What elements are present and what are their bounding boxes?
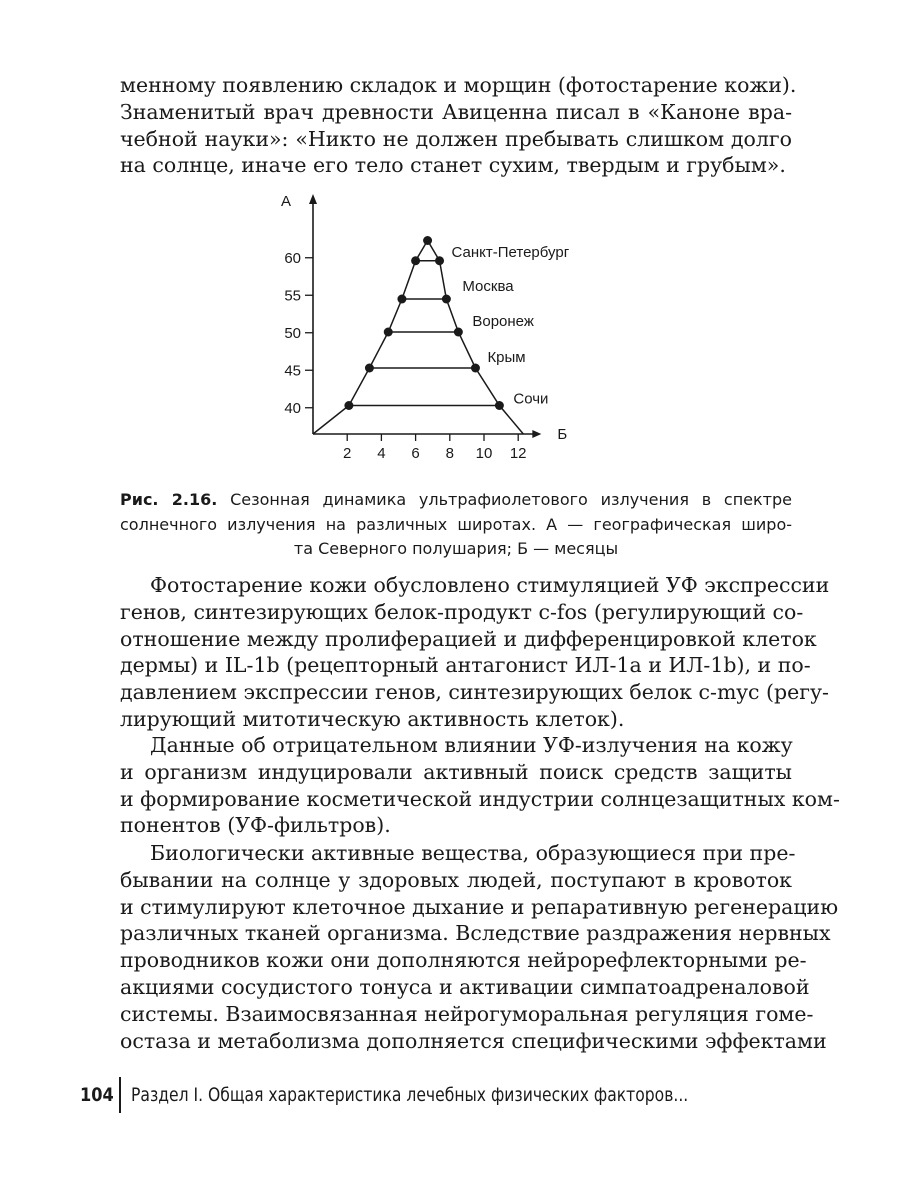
paragraph-4 [120,840,839,1054]
text-line: чебной науки»: «Никто не должен пребывать слишком долго [120,126,792,151]
x-tick-label: 12 [509,445,527,462]
figure-caption [120,488,792,562]
data-point [471,364,480,373]
data-point [454,328,463,337]
text-line: системы. Взаимосвязанная нейрогуморальная регуляция гоме- [120,1001,814,1026]
y-tick-label: 55 [284,287,301,305]
data-point [397,295,406,304]
y-axis-arrow [309,194,317,204]
x-tick-label: 8 [445,445,454,462]
y-tick-label: 50 [284,324,301,342]
text-line: Биологически активные вещества, образующиеся при пре- [150,841,796,865]
y-axis-label: А [281,193,292,210]
caption-line-2: солнечного излучения на различных широтах. А — географическая широ- [120,514,792,534]
data-point [495,401,504,410]
uv-latitude-chart [268,190,628,470]
caption-line-1: Рис. 2.16. Сезонная динамика ультрафиолетового излучения в спектре [120,490,792,509]
x-tick-label: 2 [343,445,352,462]
footer-divider [119,1077,121,1113]
text-line: понентов (УФ-фильтров). [120,813,391,838]
series-label: Крым [487,349,526,366]
data-point [365,364,374,373]
series-label: Сочи [513,390,549,408]
text-line: Данные об отрицательном влиянии УФ-излучения на кожу [150,733,793,757]
peak-point [423,236,432,245]
x-tick-label: 6 [411,445,420,462]
y-tick-label: 45 [284,362,301,380]
series-label: Москва [462,278,514,295]
text-line: менному появлению складок и морщин (фотостарение кожи). [120,73,797,97]
data-point [435,256,444,265]
y-tick-label: 40 [284,399,301,417]
caption-line-3: та Северного полушария; Б — месяцы [293,539,619,558]
data-point [384,328,393,337]
text-line: лирующий митотическую активность клеток). [120,706,625,731]
page-footer [80,1077,811,1113]
text-line: давлением экспрессии генов, синтезирующих белок c-myc (регу- [120,680,829,705]
text-line: и организм индуцировали активный поиск средств защиты [120,759,792,784]
caption-label: Рис. 2.16. [120,490,218,509]
running-title: Раздел I. Общая характеристика лечебных физических факторов... [131,1084,689,1106]
text-line: различных тканей организма. Вследствие раздражения нервных [120,921,831,946]
series-label: Воронеж [472,313,534,330]
data-point [442,295,451,304]
series-label: Санкт-Петербург [451,243,570,261]
text-line: генов, синтезирующих белок-продукт c-fos (регулирующий со- [120,599,804,624]
data-point [344,401,353,410]
text-line: проводников кожи они дополняются нейрорефлекторными ре- [120,948,807,973]
x-tick-label: 10 [475,445,493,462]
paragraph-3 [120,732,840,839]
text-line: остаза и метаболизма дополняется специфическими эффектами [120,1028,827,1053]
text-line: отношение между пролиферацией и дифференцировкой клеток [120,626,817,651]
text-line: Фотостарение кожи обусловлено стимуляцией УФ экспрессии [150,573,830,597]
page-number: 104 [80,1084,114,1106]
text-line: дермы) и IL-1b (рецепторный антагонист ИЛ-1a и ИЛ-1b), и по- [120,653,811,678]
text-line: Знаменитый врач древности Авиценна писал в «Каноне вра- [120,99,792,124]
x-tick-label: 4 [377,445,386,462]
text-line: и стимулируют клеточное дыхание и репаративную регенерацию [120,894,839,919]
paragraph-2 [120,572,830,733]
text-line: на солнце, иначе его тело станет сухим, твердым и грубым». [120,153,786,178]
text-line: акциями сосудистого тонуса и активации симпатоадреналовой [120,974,810,999]
text-line: бывании на солнце у здоровых людей, поступают в кровоток [120,867,792,892]
data-point [411,256,420,265]
paragraph-1 [120,72,797,179]
x-axis-label: Б [557,426,568,443]
text-line: и формирование косметической индустрии солнцезащитных ком- [120,786,840,811]
y-tick-label: 60 [284,249,301,267]
x-axis-arrow [532,430,541,438]
